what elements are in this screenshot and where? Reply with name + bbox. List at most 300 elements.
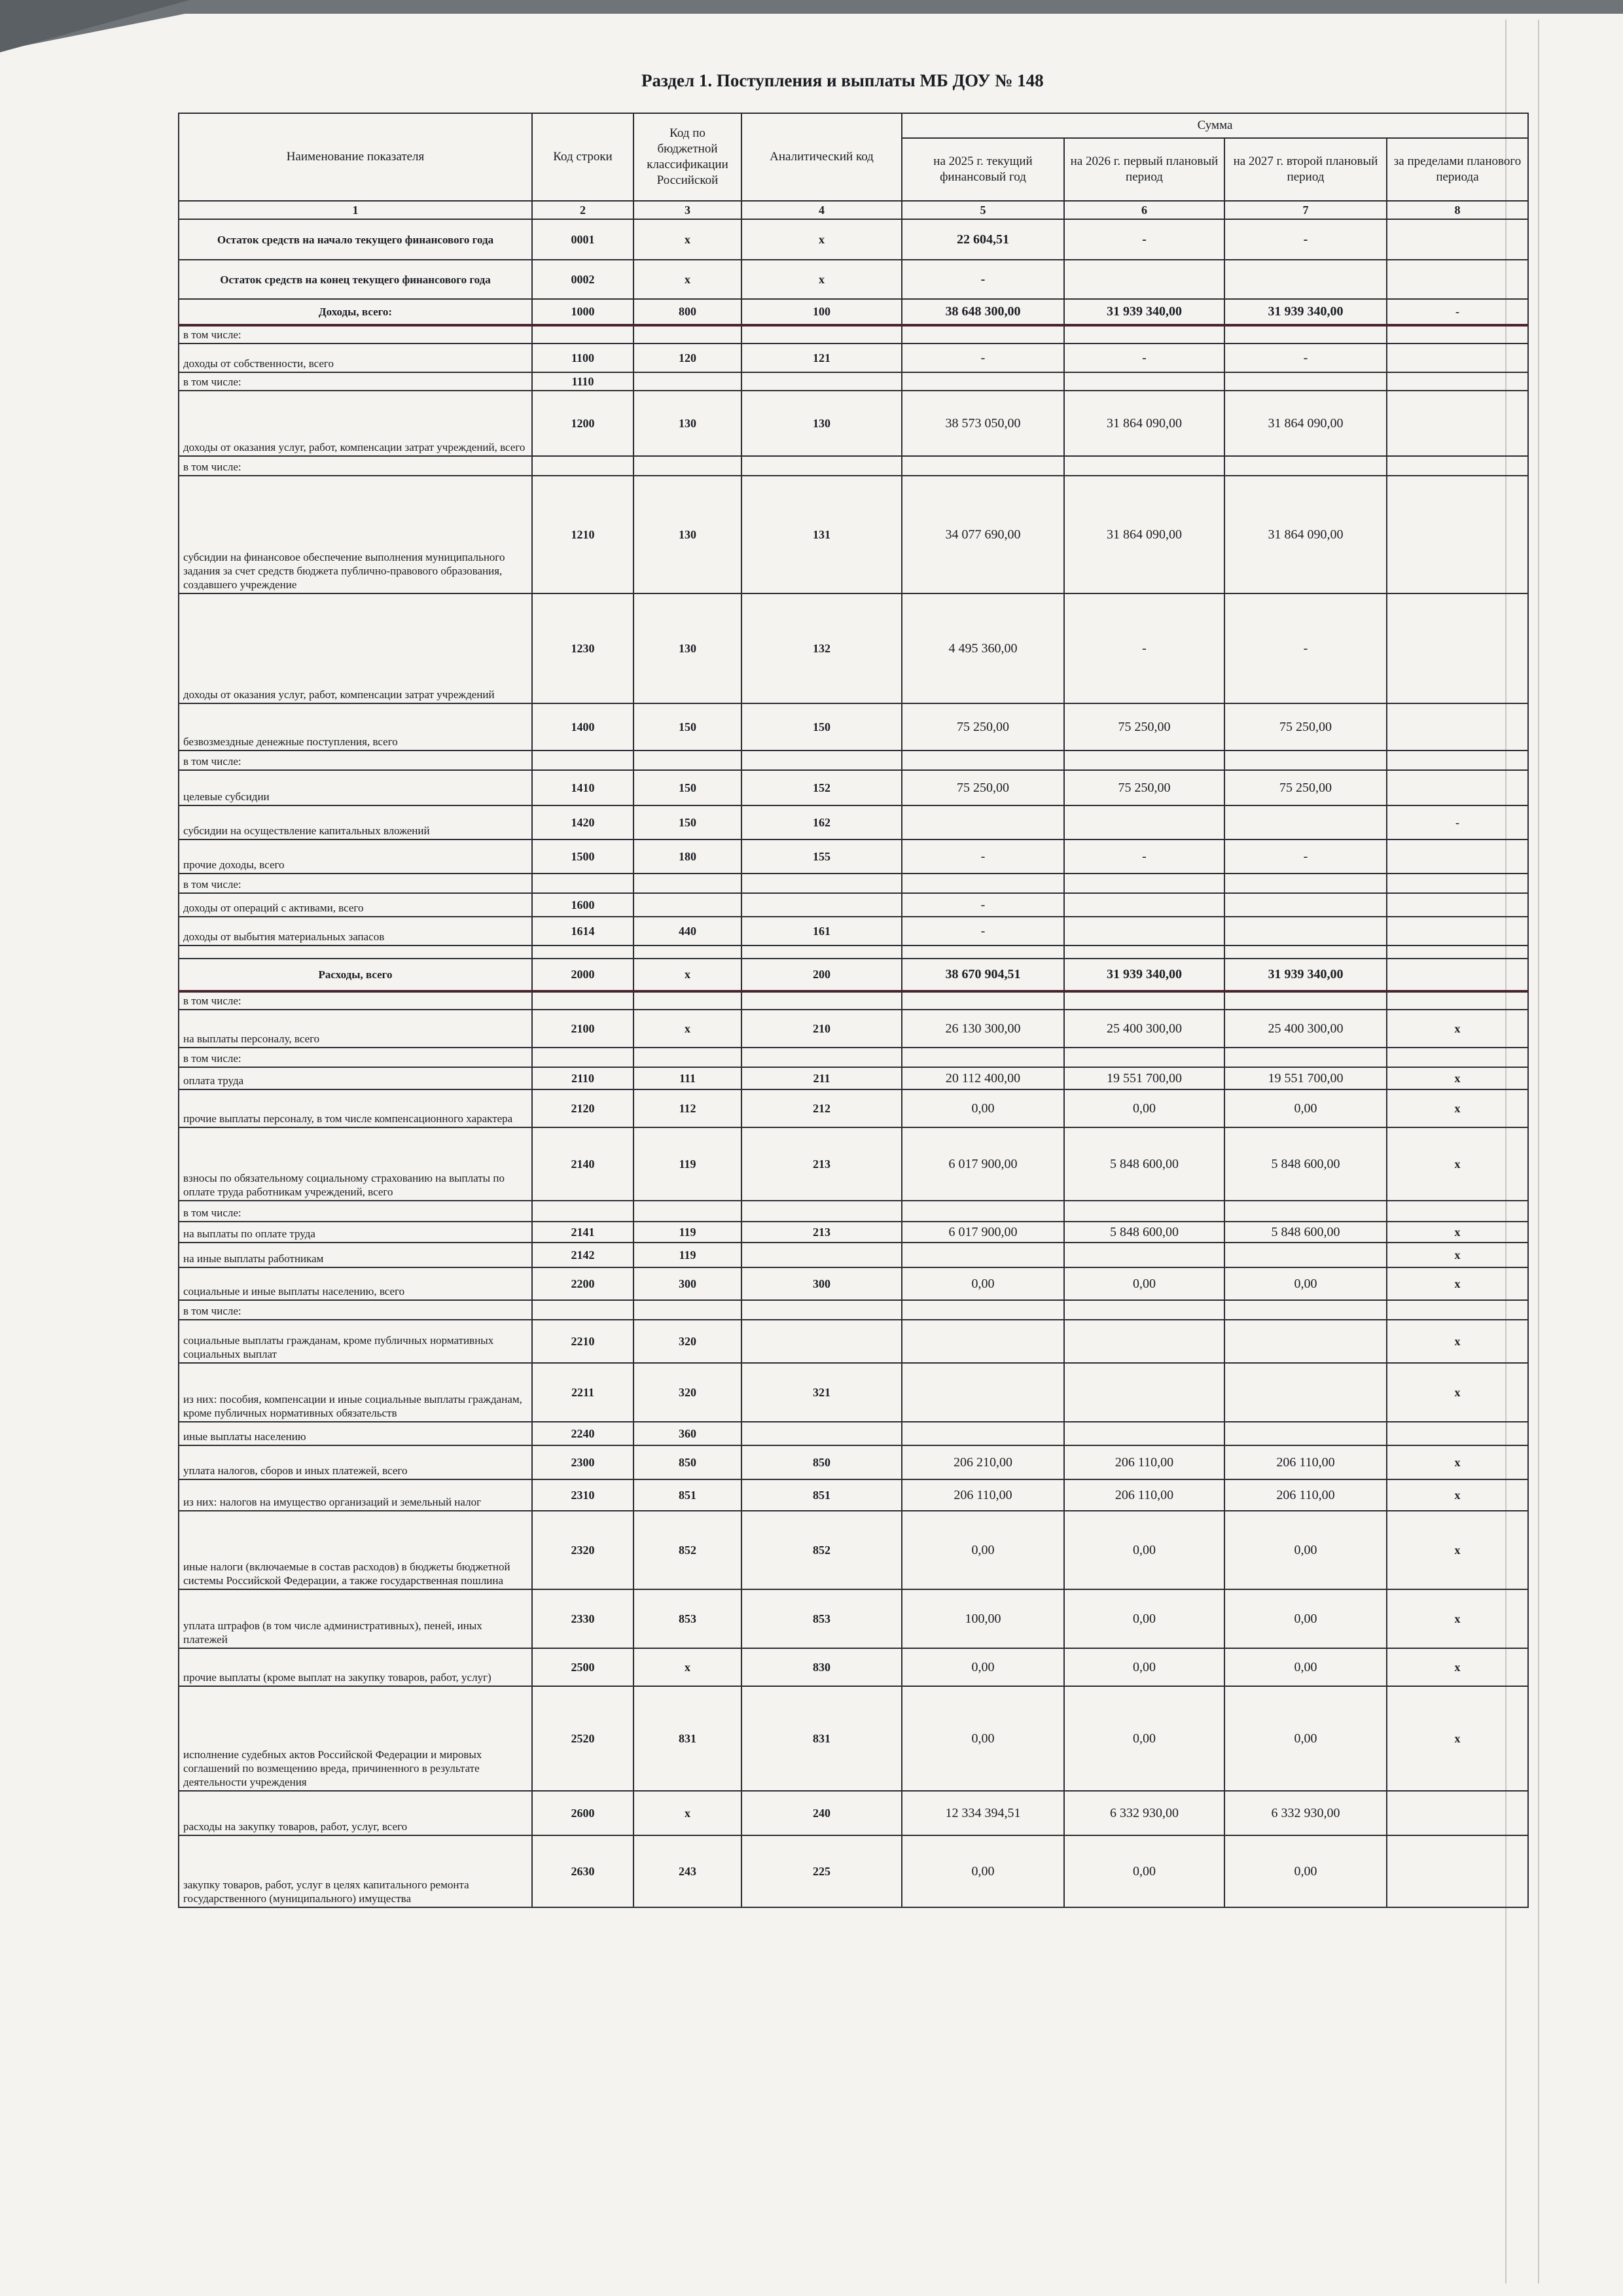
- row-code: 0001: [532, 219, 633, 260]
- row-name: целевые субсидии: [179, 770, 532, 805]
- value-2025: [902, 1422, 1064, 1445]
- analytic-code: 200: [741, 959, 902, 991]
- value-2027: 19 551 700,00: [1224, 1067, 1387, 1089]
- header-2025: на 2025 г. текущий финансовый год: [902, 138, 1064, 201]
- value-2026: [1064, 456, 1224, 476]
- value-2025: 6 017 900,00: [902, 1222, 1064, 1243]
- row-name: [179, 945, 532, 959]
- analytic-code: 100: [741, 299, 902, 325]
- row-name: субсидии на осуществление капитальных вложений: [179, 805, 532, 839]
- budget-code: [633, 893, 741, 917]
- value-beyond: [1387, 344, 1528, 372]
- row-name: уплата штрафов (в том числе административных), пеней, иных платежей: [179, 1589, 532, 1648]
- value-2026: [1064, 1201, 1224, 1222]
- row-code: 2500: [532, 1648, 633, 1686]
- budget-code: 243: [633, 1835, 741, 1907]
- value-2026: [1064, 1048, 1224, 1067]
- value-beyond: [1387, 372, 1528, 391]
- value-beyond: [1387, 1201, 1528, 1222]
- value-2025: [902, 1320, 1064, 1363]
- budget-code: 130: [633, 593, 741, 703]
- value-2026: 5 848 600,00: [1064, 1222, 1224, 1243]
- budget-code: [633, 991, 741, 1010]
- row-name: закупку товаров, работ, услуг в целях капитального ремонта государственного (муниципального) имущества: [179, 1835, 532, 1907]
- analytic-code: 132: [741, 593, 902, 703]
- row-name: исполнение судебных актов Российской Федерации и мировых соглашений по возмещению вреда, причиненного в результате деятельности учреждения: [179, 1686, 532, 1791]
- value-2027: [1224, 1320, 1387, 1363]
- value-2026: [1064, 945, 1224, 959]
- table-row: [179, 1511, 1528, 1589]
- header-name: Наименование показателя: [179, 113, 532, 201]
- value-2027: 0,00: [1224, 1835, 1387, 1907]
- budget-code: 852: [633, 1511, 741, 1589]
- value-2025: 6 017 900,00: [902, 1127, 1064, 1201]
- row-name: Расходы, всего: [179, 959, 532, 991]
- budget-code: 112: [633, 1089, 741, 1127]
- value-2027: 5 848 600,00: [1224, 1127, 1387, 1201]
- row-name: субсидии на финансовое обеспечение выполнения муниципального задания за счет средств бюджета публично-правового образования, создавшего учреждение: [179, 476, 532, 593]
- value-2026: 0,00: [1064, 1686, 1224, 1791]
- analytic-code: 130: [741, 391, 902, 456]
- value-2027: -: [1224, 344, 1387, 372]
- row-code: 1000: [532, 299, 633, 325]
- table-row: [179, 1686, 1528, 1791]
- budget-code: 300: [633, 1267, 741, 1300]
- value-beyond: [1387, 991, 1528, 1010]
- value-2026: 5 848 600,00: [1064, 1127, 1224, 1201]
- analytic-code: [741, 874, 902, 893]
- budget-code: 119: [633, 1222, 741, 1243]
- value-2027: [1224, 1201, 1387, 1222]
- value-2027: 0,00: [1224, 1267, 1387, 1300]
- table-row: [179, 917, 1528, 945]
- column-number: 8: [1387, 201, 1528, 219]
- value-2026: 0,00: [1064, 1835, 1224, 1907]
- header-2027: на 2027 г. второй плановый период: [1224, 138, 1387, 201]
- value-2025: [902, 1300, 1064, 1320]
- row-code: 2300: [532, 1445, 633, 1479]
- value-2025: 0,00: [902, 1648, 1064, 1686]
- budget-code: [633, 751, 741, 770]
- budget-code: 320: [633, 1363, 741, 1422]
- row-code: 2100: [532, 1010, 633, 1048]
- row-name: Остаток средств на начало текущего финансового года: [179, 219, 532, 260]
- analytic-code: 850: [741, 1445, 902, 1479]
- value-beyond: [1387, 893, 1528, 917]
- budget-code: 831: [633, 1686, 741, 1791]
- value-2025: 4 495 360,00: [902, 593, 1064, 703]
- value-2025: [902, 1201, 1064, 1222]
- budget-code: 440: [633, 917, 741, 945]
- value-2025: 34 077 690,00: [902, 476, 1064, 593]
- row-name: иные выплаты населению: [179, 1422, 532, 1445]
- value-2025: [902, 805, 1064, 839]
- value-2025: -: [902, 917, 1064, 945]
- value-beyond: x: [1387, 1067, 1528, 1089]
- value-beyond: x: [1387, 1222, 1528, 1243]
- row-code: 2200: [532, 1267, 633, 1300]
- value-beyond: [1387, 751, 1528, 770]
- value-beyond: [1387, 1048, 1528, 1067]
- value-beyond: [1387, 839, 1528, 874]
- budget-code: 150: [633, 805, 741, 839]
- row-code: [532, 1300, 633, 1320]
- analytic-code: 161: [741, 917, 902, 945]
- row-code: 1230: [532, 593, 633, 703]
- value-2027: [1224, 1048, 1387, 1067]
- value-beyond: -: [1387, 805, 1528, 839]
- row-code: [532, 945, 633, 959]
- value-2025: 206 110,00: [902, 1479, 1064, 1511]
- analytic-code: 121: [741, 344, 902, 372]
- value-2026: 0,00: [1064, 1089, 1224, 1127]
- value-2025: 0,00: [902, 1089, 1064, 1127]
- row-name: на выплаты персоналу, всего: [179, 1010, 532, 1048]
- value-2027: 25 400 300,00: [1224, 1010, 1387, 1048]
- table-row: [179, 1835, 1528, 1907]
- row-name: в том числе:: [179, 325, 532, 344]
- row-code: 1614: [532, 917, 633, 945]
- value-2026: [1064, 1300, 1224, 1320]
- row-name: доходы от оказания услуг, работ, компенсации затрат учреждений, всего: [179, 391, 532, 456]
- value-2025: 75 250,00: [902, 770, 1064, 805]
- value-2025: 206 210,00: [902, 1445, 1064, 1479]
- row-name: Остаток средств на конец текущего финансового года: [179, 260, 532, 299]
- table-row: [179, 1267, 1528, 1300]
- row-code: 2211: [532, 1363, 633, 1422]
- analytic-code: 131: [741, 476, 902, 593]
- value-beyond: [1387, 945, 1528, 959]
- column-number: 4: [741, 201, 902, 219]
- value-2026: [1064, 372, 1224, 391]
- budget-code: [633, 1048, 741, 1067]
- table-row: [179, 1089, 1528, 1127]
- row-code: 1210: [532, 476, 633, 593]
- column-number: 6: [1064, 201, 1224, 219]
- value-2026: 75 250,00: [1064, 703, 1224, 751]
- analytic-code: 152: [741, 770, 902, 805]
- value-2027: [1224, 751, 1387, 770]
- value-2027: 0,00: [1224, 1686, 1387, 1791]
- value-2026: [1064, 1243, 1224, 1267]
- row-code: 2110: [532, 1067, 633, 1089]
- value-2026: [1064, 874, 1224, 893]
- budget-code: 119: [633, 1243, 741, 1267]
- budget-code: 120: [633, 344, 741, 372]
- row-code: 1420: [532, 805, 633, 839]
- table-row: [179, 1320, 1528, 1363]
- value-2026: 206 110,00: [1064, 1445, 1224, 1479]
- value-2026: 31 939 340,00: [1064, 959, 1224, 991]
- value-beyond: [1387, 703, 1528, 751]
- value-2027: [1224, 893, 1387, 917]
- row-code: [532, 874, 633, 893]
- value-beyond: x: [1387, 1511, 1528, 1589]
- analytic-code: [741, 1422, 902, 1445]
- value-beyond: -: [1387, 299, 1528, 325]
- value-beyond: [1387, 391, 1528, 456]
- value-beyond: [1387, 874, 1528, 893]
- value-2026: 25 400 300,00: [1064, 1010, 1224, 1048]
- row-name: Доходы, всего:: [179, 299, 532, 325]
- header-sum: Сумма: [902, 113, 1528, 138]
- value-beyond: x: [1387, 1479, 1528, 1511]
- budget-code: 320: [633, 1320, 741, 1363]
- row-code: 2630: [532, 1835, 633, 1907]
- budget-code: x: [633, 959, 741, 991]
- table-row: [179, 805, 1528, 839]
- budget-code: 850: [633, 1445, 741, 1479]
- row-code: [532, 325, 633, 344]
- analytic-code: [741, 1201, 902, 1222]
- column-number: 5: [902, 201, 1064, 219]
- budget-code: 853: [633, 1589, 741, 1648]
- value-beyond: [1387, 770, 1528, 805]
- table-row: [179, 959, 1528, 991]
- value-2027: [1224, 1300, 1387, 1320]
- row-code: 2140: [532, 1127, 633, 1201]
- budget-code: 851: [633, 1479, 741, 1511]
- row-code: 2240: [532, 1422, 633, 1445]
- value-2025: 26 130 300,00: [902, 1010, 1064, 1048]
- value-2027: 0,00: [1224, 1089, 1387, 1127]
- row-code: 1500: [532, 839, 633, 874]
- value-2025: [902, 751, 1064, 770]
- value-2025: 0,00: [902, 1686, 1064, 1791]
- analytic-code: 210: [741, 1010, 902, 1048]
- value-2025: [902, 874, 1064, 893]
- value-2026: 6 332 930,00: [1064, 1791, 1224, 1835]
- value-2027: 206 110,00: [1224, 1479, 1387, 1511]
- budget-code: x: [633, 1010, 741, 1048]
- row-code: 2210: [532, 1320, 633, 1363]
- value-beyond: x: [1387, 1363, 1528, 1422]
- value-beyond: x: [1387, 1127, 1528, 1201]
- row-name: иные налоги (включаемые в состав расходов) в бюджеты бюджетной системы Российской Федерации, а также государственная пошлина: [179, 1511, 532, 1589]
- row-code: [532, 751, 633, 770]
- table-row: [179, 839, 1528, 874]
- budget-code: x: [633, 260, 741, 299]
- value-2026: 0,00: [1064, 1648, 1224, 1686]
- value-2026: -: [1064, 219, 1224, 260]
- row-code: [532, 456, 633, 476]
- value-2027: [1224, 325, 1387, 344]
- value-2027: [1224, 456, 1387, 476]
- value-beyond: [1387, 325, 1528, 344]
- row-name: из них: налогов на имущество организаций и земельный налог: [179, 1479, 532, 1511]
- analytic-code: 831: [741, 1686, 902, 1791]
- table-row: [179, 1791, 1528, 1835]
- row-code: [532, 1048, 633, 1067]
- table-row: [179, 991, 1528, 1010]
- row-name: расходы на закупку товаров, работ, услуг, всего: [179, 1791, 532, 1835]
- value-beyond: x: [1387, 1445, 1528, 1479]
- row-name: на иные выплаты работникам: [179, 1243, 532, 1267]
- row-name: на выплаты по оплате труда: [179, 1222, 532, 1243]
- budget-code: [633, 325, 741, 344]
- column-number: 3: [633, 201, 741, 219]
- row-name: прочие выплаты (кроме выплат на закупку товаров, работ, услуг): [179, 1648, 532, 1686]
- value-2025: -: [902, 260, 1064, 299]
- row-name: доходы от выбытия материальных запасов: [179, 917, 532, 945]
- header-row-code: Код строки: [532, 113, 633, 201]
- row-name: прочие доходы, всего: [179, 839, 532, 874]
- table-row: [179, 1127, 1528, 1201]
- value-beyond: [1387, 1835, 1528, 1907]
- value-beyond: [1387, 1422, 1528, 1445]
- budget-code: x: [633, 219, 741, 260]
- value-2027: 31 939 340,00: [1224, 299, 1387, 325]
- header-2026: на 2026 г. первый плановый период: [1064, 138, 1224, 201]
- table-row: [179, 299, 1528, 325]
- value-beyond: [1387, 1300, 1528, 1320]
- value-2027: [1224, 1422, 1387, 1445]
- value-2025: [902, 945, 1064, 959]
- value-2026: 31 864 090,00: [1064, 476, 1224, 593]
- analytic-code: 240: [741, 1791, 902, 1835]
- analytic-code: x: [741, 219, 902, 260]
- value-2027: [1224, 805, 1387, 839]
- value-2027: [1224, 917, 1387, 945]
- table-row: [179, 751, 1528, 770]
- table-row: [179, 1201, 1528, 1222]
- table-row: [179, 893, 1528, 917]
- budget-code: 180: [633, 839, 741, 874]
- row-name: социальные и иные выплаты населению, всего: [179, 1267, 532, 1300]
- value-2027: -: [1224, 593, 1387, 703]
- analytic-code: [741, 1243, 902, 1267]
- value-2026: [1064, 1422, 1224, 1445]
- row-name: в том числе:: [179, 456, 532, 476]
- value-2025: -: [902, 893, 1064, 917]
- value-2027: 31 939 340,00: [1224, 959, 1387, 991]
- value-2026: [1064, 260, 1224, 299]
- value-2026: [1064, 917, 1224, 945]
- value-2025: [902, 991, 1064, 1010]
- row-name: в том числе:: [179, 1201, 532, 1222]
- row-code: 1200: [532, 391, 633, 456]
- value-2025: 38 573 050,00: [902, 391, 1064, 456]
- value-beyond: x: [1387, 1648, 1528, 1686]
- analytic-code: [741, 456, 902, 476]
- value-2027: 0,00: [1224, 1589, 1387, 1648]
- table-row: [179, 1479, 1528, 1511]
- row-code: 1400: [532, 703, 633, 751]
- value-2027: [1224, 1243, 1387, 1267]
- analytic-code: [741, 1300, 902, 1320]
- table-row: [179, 770, 1528, 805]
- row-code: 2600: [532, 1791, 633, 1835]
- value-2027: [1224, 260, 1387, 299]
- value-2025: 20 112 400,00: [902, 1067, 1064, 1089]
- analytic-code: 830: [741, 1648, 902, 1686]
- budget-code: 111: [633, 1067, 741, 1089]
- value-2026: 206 110,00: [1064, 1479, 1224, 1511]
- value-2025: 0,00: [902, 1511, 1064, 1589]
- value-2027: 0,00: [1224, 1648, 1387, 1686]
- value-beyond: x: [1387, 1089, 1528, 1127]
- value-2027: [1224, 372, 1387, 391]
- value-2026: 0,00: [1064, 1511, 1224, 1589]
- row-name: взносы по обязательному социальному страхованию на выплаты по оплате труда работникам учреждений, всего: [179, 1127, 532, 1201]
- value-2025: 38 648 300,00: [902, 299, 1064, 325]
- value-2026: 31 939 340,00: [1064, 299, 1224, 325]
- row-name: безвозмездные денежные поступления, всего: [179, 703, 532, 751]
- value-beyond: [1387, 219, 1528, 260]
- analytic-code: 213: [741, 1127, 902, 1201]
- row-name: из них: пособия, компенсации и иные социальные выплаты гражданам, кроме публичных нормативных обязательств: [179, 1363, 532, 1422]
- budget-code: [633, 1201, 741, 1222]
- column-number: 1: [179, 201, 532, 219]
- analytic-code: [741, 372, 902, 391]
- budget-code: [633, 372, 741, 391]
- value-2027: -: [1224, 839, 1387, 874]
- value-beyond: [1387, 917, 1528, 945]
- row-code: 2520: [532, 1686, 633, 1791]
- analytic-code: 300: [741, 1267, 902, 1300]
- analytic-code: 852: [741, 1511, 902, 1589]
- value-2026: -: [1064, 839, 1224, 874]
- value-beyond: [1387, 593, 1528, 703]
- table-row: [179, 1048, 1528, 1067]
- row-code: 2330: [532, 1589, 633, 1648]
- table-row: [179, 372, 1528, 391]
- value-beyond: x: [1387, 1267, 1528, 1300]
- value-2026: [1064, 805, 1224, 839]
- value-beyond: [1387, 260, 1528, 299]
- value-2027: 31 864 090,00: [1224, 476, 1387, 593]
- analytic-code: 212: [741, 1089, 902, 1127]
- value-2027: 206 110,00: [1224, 1445, 1387, 1479]
- analytic-code: 150: [741, 703, 902, 751]
- value-2026: -: [1064, 344, 1224, 372]
- budget-code: x: [633, 1648, 741, 1686]
- value-2026: [1064, 325, 1224, 344]
- table-row: [179, 1648, 1528, 1686]
- value-2025: [902, 372, 1064, 391]
- column-number: 2: [532, 201, 633, 219]
- header-beyond: за пределами планового периода: [1387, 138, 1528, 201]
- value-beyond: x: [1387, 1589, 1528, 1648]
- analytic-code: 213: [741, 1222, 902, 1243]
- value-2027: [1224, 874, 1387, 893]
- row-name: доходы от оказания услуг, работ, компенсации затрат учреждений: [179, 593, 532, 703]
- value-beyond: [1387, 1791, 1528, 1835]
- budget-code: [633, 456, 741, 476]
- value-2026: [1064, 751, 1224, 770]
- table-row: [179, 1589, 1528, 1648]
- value-2027: 0,00: [1224, 1511, 1387, 1589]
- value-2025: 12 334 394,51: [902, 1791, 1064, 1835]
- value-2027: 75 250,00: [1224, 770, 1387, 805]
- value-2026: [1064, 893, 1224, 917]
- value-2026: 75 250,00: [1064, 770, 1224, 805]
- value-2025: [902, 1048, 1064, 1067]
- value-2027: [1224, 991, 1387, 1010]
- table-row: [179, 1445, 1528, 1479]
- value-2027: 31 864 090,00: [1224, 391, 1387, 456]
- value-beyond: x: [1387, 1686, 1528, 1791]
- value-beyond: x: [1387, 1010, 1528, 1048]
- value-beyond: x: [1387, 1243, 1528, 1267]
- value-2026: 31 864 090,00: [1064, 391, 1224, 456]
- table-row: [179, 593, 1528, 703]
- table-row: [179, 325, 1528, 344]
- value-2027: [1224, 1363, 1387, 1422]
- value-2026: [1064, 1363, 1224, 1422]
- table-row: [179, 703, 1528, 751]
- value-2025: [902, 456, 1064, 476]
